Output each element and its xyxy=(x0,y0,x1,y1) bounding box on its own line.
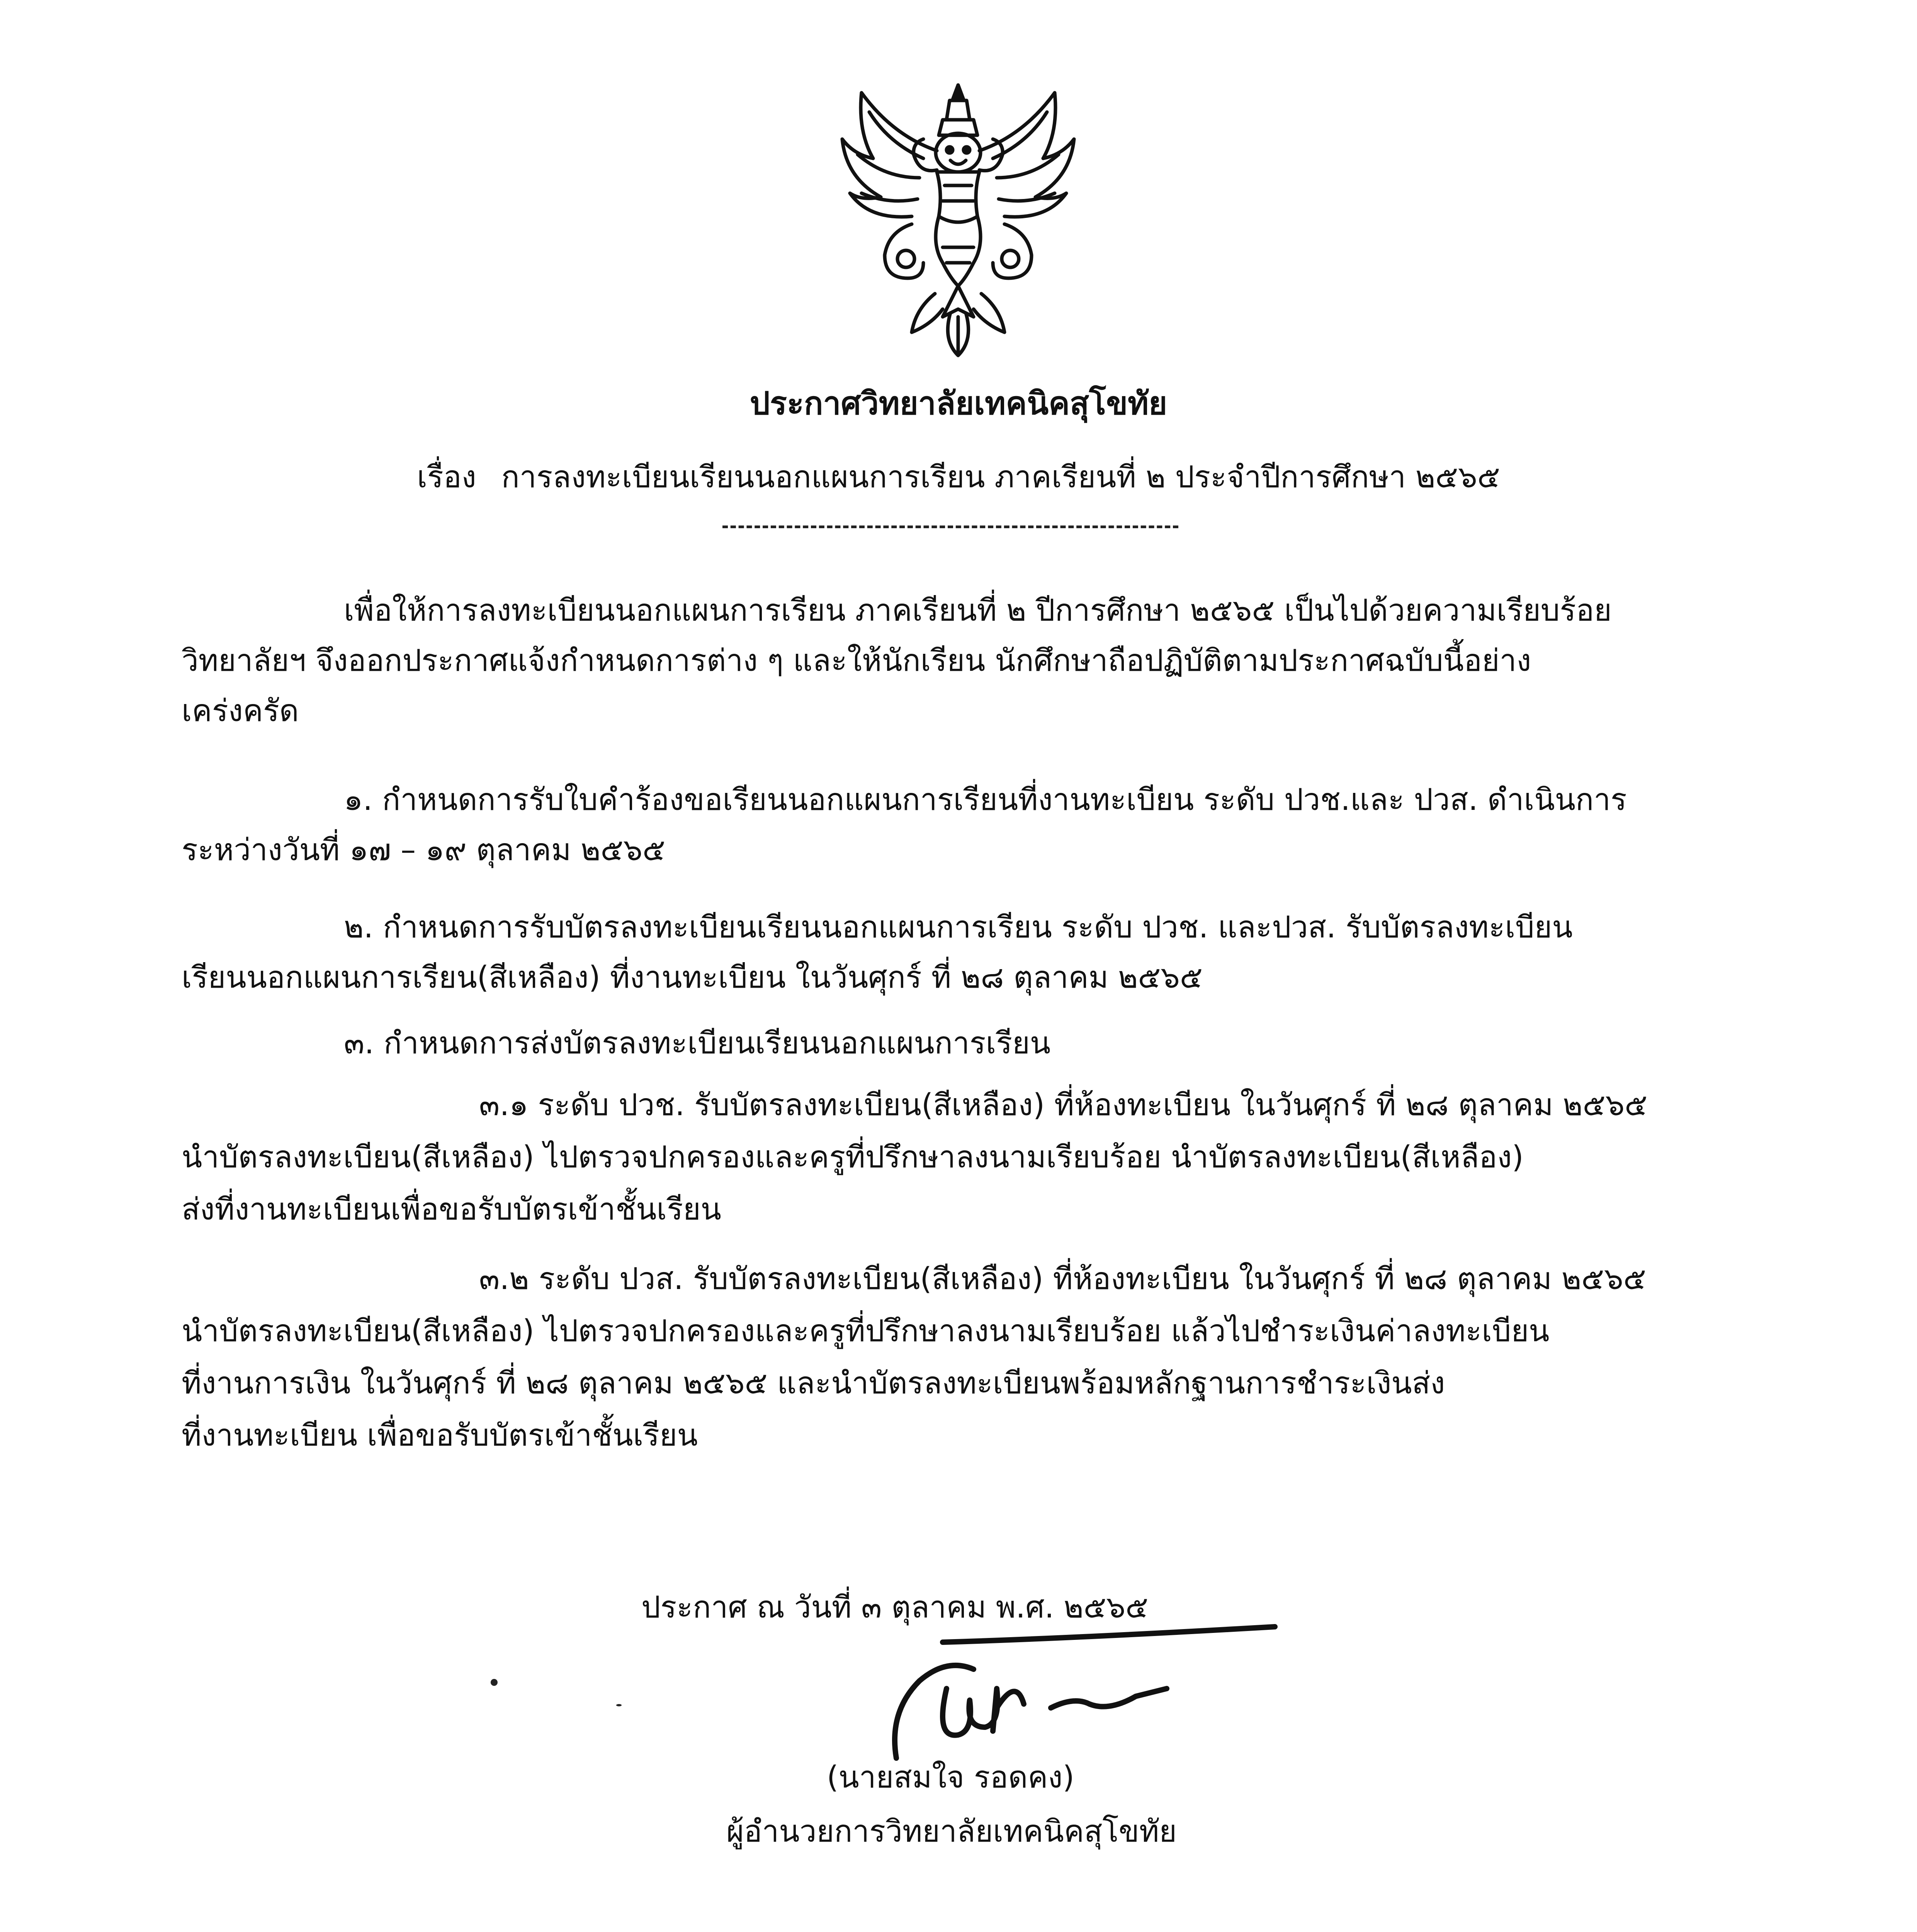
item-3-1-line: ส่งที่งานทะเบียนเพื่อขอรับบัตรเข้าชั้นเรียน xyxy=(182,1192,721,1227)
item-3-line: ๓. กำหนดการส่งบัตรลงทะเบียนเรียนนอกแผนการเรียน xyxy=(344,1026,1051,1061)
signer-title: ผู้อำนวยการวิทยาลัยเทคนิคสุโขทัย xyxy=(726,1814,1177,1849)
intro-line: เพื่อให้การลงทะเบียนนอกแผนการเรียน ภาคเรียนที่ ๒ ปีการศึกษา ๒๕๖๕ เป็นไปด้วยความเรียบร้อย xyxy=(344,593,1612,628)
scan-speck xyxy=(491,1679,498,1686)
signer-name: (นายสมใจ รอดคง) xyxy=(827,1760,1074,1795)
item-3-2-line: ที่งานการเงิน ในวันศุกร์ ที่ ๒๘ ตุลาคม ๒๕๖๕ และนำบัตรลงทะเบียนพร้อมหลักฐานการชำระเงินส่ง xyxy=(182,1366,1445,1401)
item-3-2-line: ๓.๒ ระดับ ปวส. รับบัตรลงทะเบียน(สีเหลือง) ที่ห้องทะเบียน ในวันศุกร์ ที่ ๒๘ ตุลาคม ๒๕๖๕ xyxy=(479,1262,1646,1296)
item-2-line: เรียนนอกแผนการเรียน(สีเหลือง) ที่งานทะเบียน ในวันศุกร์ ที่ ๒๘ ตุลาคม ๒๕๖๕ xyxy=(182,960,1203,995)
item-3-2-line: ที่งานทะเบียน เพื่อขอรับบัตรเข้าชั้นเรียน xyxy=(182,1418,698,1453)
announcement-subject xyxy=(270,454,1647,500)
item-1-line: ๑. กำหนดการรับใบคำร้องขอเรียนนอกแผนการเรียนที่งานทะเบียน ระดับ ปวช.และ ปวส. ดำเนินการ xyxy=(344,782,1627,817)
item-1-line: ระหว่างวันที่ ๑๗ – ๑๙ ตุลาคม ๒๕๖๕ xyxy=(182,833,666,867)
intro-line: วิทยาลัยฯ จึงออกประกาศแจ้งกำหนดการต่าง ๆ และให้นักเรียน นักศึกษาถือปฏิบัติตามประกาศฉบับนี้อย่าง xyxy=(182,643,1531,678)
item-3-1-line: นำบัตรลงทะเบียน(สีเหลือง) ไปตรวจปกครองและครูที่ปรึกษาลงนามเรียบร้อย นำบัตรลงทะเบียน(สีเหลือง) xyxy=(182,1140,1524,1175)
garuda-emblem xyxy=(827,77,1089,363)
scan-speck xyxy=(616,1704,622,1706)
subject-text: การลงทะเบียนเรียนนอกแผนการเรียน ภาคเรียนที่ ๒ ประจำปีการศึกษา ๒๕๖๕ xyxy=(501,460,1500,495)
item-3-2-line: นำบัตรลงทะเบียน(สีเหลือง) ไปตรวจปกครองและครูที่ปรึกษาลงนามเรียบร้อย แล้วไปชำระเงินค่าลงทะเบียน xyxy=(182,1314,1550,1349)
intro-line: เคร่งครัด xyxy=(182,694,299,728)
announcement-title: ประกาศวิทยาลัยเทคนิคสุโขทัย xyxy=(749,385,1168,422)
announcement-date: ประกาศ ณ วันที่ ๓ ตุลาคม พ.ศ. ๒๕๖๕ xyxy=(641,1590,1149,1625)
title-separator xyxy=(722,526,1178,528)
item-2-line: ๒. กำหนดการรับบัตรลงทะเบียนเรียนนอกแผนการเรียน ระดับ ปวช. และปวส. รับบัตรลงทะเบียน xyxy=(344,910,1573,945)
item-3-1-line: ๓.๑ ระดับ ปวช. รับบัตรลงทะเบียน(สีเหลือง) ที่ห้องทะเบียน ในวันศุกร์ ที่ ๒๘ ตุลาคม ๒๕๖๕ xyxy=(479,1088,1648,1122)
subject-label: เรื่อง xyxy=(417,460,476,495)
